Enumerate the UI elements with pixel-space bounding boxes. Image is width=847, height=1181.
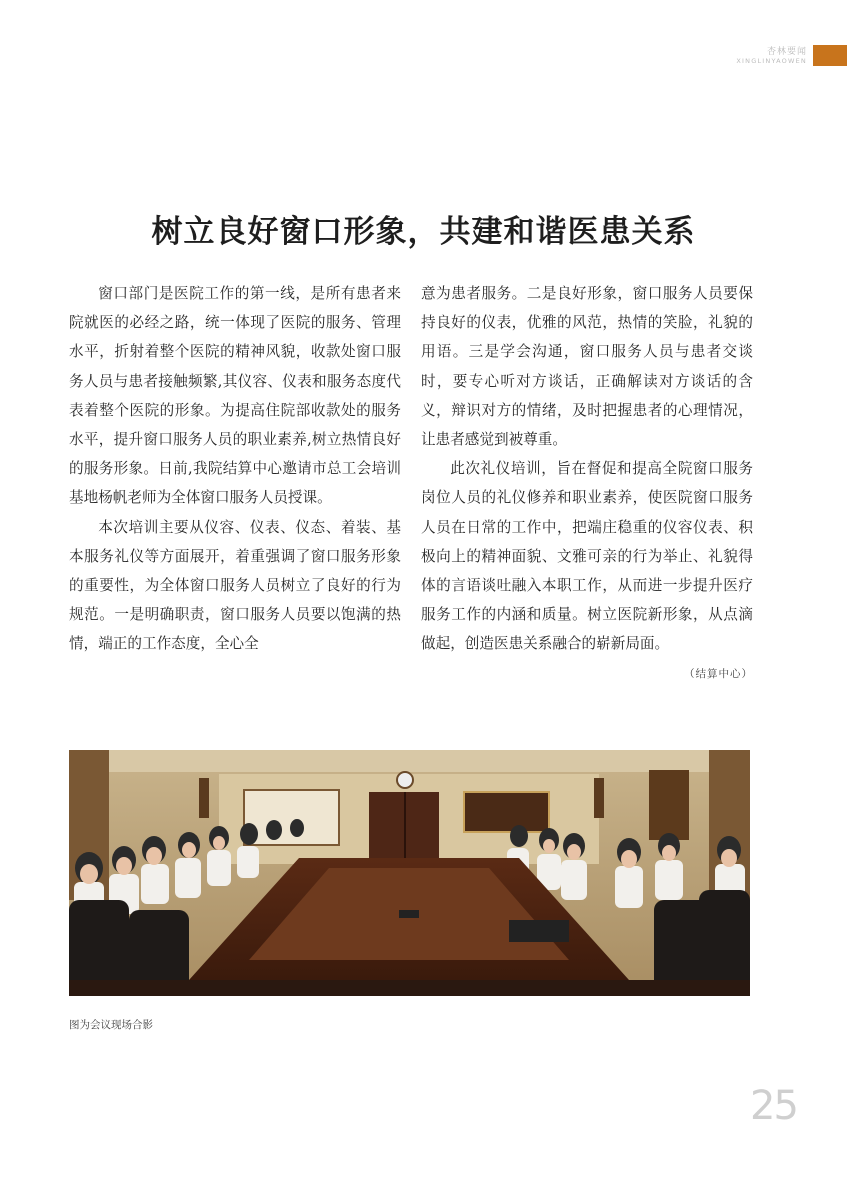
meeting-room-illustration: [69, 750, 750, 996]
article-column-right: [421, 279, 753, 689]
paragraph-4: [421, 454, 753, 680]
paragraph-4-text: 此次礼仪培训，旨在督促和提高全院窗口服务岗位人员的礼仪修养和职业素养，使医院窗口服务人员在日常的工作中，把端庄稳重的仪容仪表、积极向上的精神面貌、文雅可亲的行为举止、礼貌得体的言语谈吐融入本职工作，从而进一步提升医疗服务工作的内涵和质量。树立医院新形象，从点滴做起，创造医患关系融合的崭新局面。: [421, 460, 753, 653]
paragraph-3: 意为患者服务。二是良好形象，窗口服务人员要保持良好的仪表，优雅的风范，热情的笑脸，礼貌的用语。三是学会沟通，窗口服务人员与患者交谈时，要专心听对方谈话，正确解读对方谈话的含义，辩识对方的情绪，及时把握患者的心理情况，让患者感觉到被尊重。: [421, 285, 753, 449]
photo-caption: 图为会议现场合影: [69, 1019, 153, 1031]
page-number: 25: [750, 1083, 797, 1129]
column-name-en: XINGLINYAOWEN: [736, 57, 807, 65]
article-signature: （结算中心）: [684, 667, 753, 680]
meeting-group-photo: [69, 750, 750, 996]
article-title: 树立良好窗口形象，共建和谐医患关系: [151, 214, 696, 250]
article-column-left: [69, 279, 401, 659]
section-tab: [813, 45, 847, 66]
paragraph-1: 窗口部门是医院工作的第一线，是所有患者来院就医的必经之路，统一体现了医院的服务、管理水平，折射着整个医院的精神风貌，收款处窗口服务人员与患者接触频繁,其仪容、仪表和服务态度代表着整个医院的形象。为提高住院部收款处的服务水平，提升窗口服务人员的职业素养,树立热情良好的服务形象。日前,我院结算中心邀请市总工会培训基地杨帆老师为全体窗口服务人员授课。: [69, 285, 401, 507]
column-name: 杏林要闻: [766, 47, 807, 57]
paragraph-2: 本次培训主要从仪容、仪表、仪态、着装、基本服务礼仪等方面展开，着重强调了窗口服务形象的重要性，为全体窗口服务人员树立了良好的行为规范。一是明确职责，窗口服务人员要以饱满的热情，端正的工作态度，全心全: [69, 518, 401, 653]
